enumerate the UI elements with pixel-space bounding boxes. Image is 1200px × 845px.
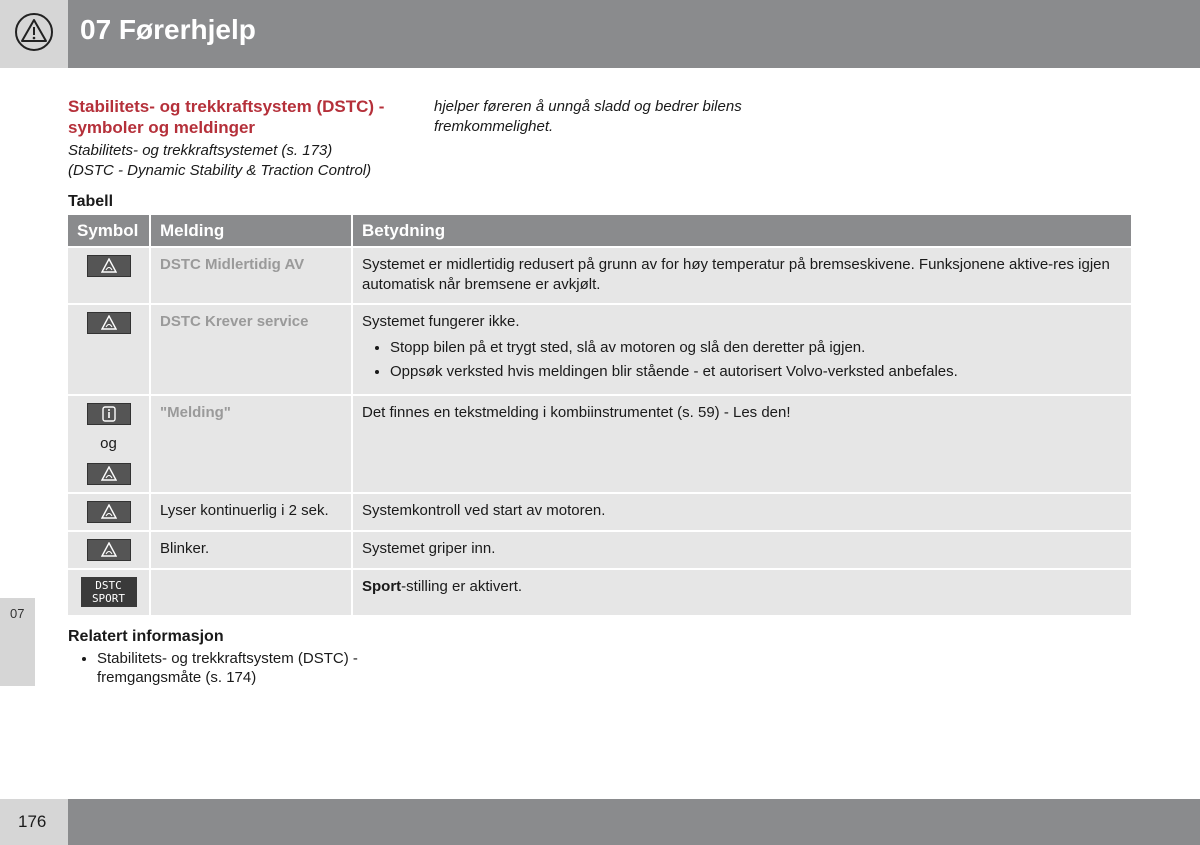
symbol-cell — [68, 247, 150, 304]
meaning-bullet-list — [362, 338, 1122, 382]
table-row — [68, 493, 1131, 531]
chapter-title: 07 Førerhjelp — [80, 14, 256, 45]
related-info-title: Relatert informasjon — [68, 628, 224, 645]
message-cell — [150, 569, 352, 615]
chapter-side-tab — [0, 598, 35, 686]
footer-bar — [68, 799, 1200, 845]
section-subtitle — [68, 141, 418, 181]
symbols-table — [68, 215, 1131, 615]
symbol-cell — [68, 569, 150, 615]
info-message-icon — [87, 403, 131, 425]
meaning-bold-text: Sport — [362, 578, 402, 595]
meaning-cell: Systemet er midlertidig redusert på grunn av for høy temperatur på bremseskivene. Funksjonene aktive-res igjen automatisk når bremsene er avkjølt. — [352, 247, 1131, 304]
related-info-list — [68, 649, 437, 687]
dstc-skid-icon — [87, 501, 131, 523]
dstc-skid-icon — [87, 312, 131, 334]
dstc-sport-icon-line2: SPORT — [91, 592, 126, 605]
meaning-cell: Det finnes en tekstmelding i kombiinstrumentet (s. 59) - Les den! — [352, 395, 1131, 493]
meaning-cell — [352, 569, 1131, 615]
meaning-cell: Systemet griper inn. — [352, 531, 1131, 569]
column-header-meaning: Betydning — [352, 215, 1131, 247]
side-tab-label: 07 — [10, 606, 25, 621]
section-subtitle-line1: Stabilitets- og trekkraftsystemet (s. 173) — [68, 142, 333, 159]
meaning-text: Systemet fungerer ikke. — [362, 313, 520, 330]
list-item: • Oppsøk verksted hvis meldingen blir stående - et autorisert Volvo-verksted anbefales. — [390, 362, 1122, 382]
table-caption: Tabell — [68, 193, 114, 210]
dstc-skid-icon — [87, 255, 131, 277]
column-header-message: Melding — [150, 215, 352, 247]
warning-triangle-icon — [14, 12, 54, 52]
related-info-link[interactable]: • Stabilitets- og trekkraftsystem (DSTC) - fremgangsmåte (s. 174) — [97, 649, 437, 687]
table-row — [68, 395, 1131, 493]
message-cell: Blinker. — [150, 531, 352, 569]
section-subtitle-line2: (DSTC - Dynamic Stability & Traction Control) — [68, 162, 372, 179]
dstc-sport-icon — [81, 577, 137, 607]
meaning-cell: Systemkontroll ved start av motoren. — [352, 493, 1131, 531]
message-cell: Lyser kontinuerlig i 2 sek. — [150, 493, 352, 531]
symbol-cell — [68, 531, 150, 569]
section-intro-text: hjelper føreren å unngå sladd og bedrer bilens fremkommelighet. — [434, 98, 742, 135]
symbol-joiner-text: og — [100, 435, 117, 452]
message-cell: DSTC Midlertidig AV — [150, 247, 352, 304]
table-row — [68, 569, 1131, 615]
list-item: • Stopp bilen på et trygt sted, slå av motoren og slå den deretter på igjen. — [390, 338, 1122, 358]
dstc-skid-icon — [87, 463, 131, 485]
meaning-cell — [352, 304, 1131, 395]
page-number: 176 — [18, 812, 47, 831]
table-row — [68, 304, 1131, 395]
message-cell: "Melding" — [150, 395, 352, 493]
message-cell: DSTC Krever service — [150, 304, 352, 395]
dstc-skid-icon — [87, 539, 131, 561]
dstc-sport-icon-line1: DSTC — [95, 579, 122, 592]
symbol-cell — [68, 304, 150, 395]
column-header-symbol: Symbol — [68, 215, 150, 247]
meaning-text: -stilling er aktivert. — [401, 578, 523, 595]
table-header-row — [68, 215, 1131, 247]
symbol-cell — [68, 395, 150, 493]
table-row — [68, 247, 1131, 304]
table-row — [68, 531, 1131, 569]
symbol-cell — [68, 493, 150, 531]
section-title: Stabilitets- og trekkraftsystem (DSTC) - symboler og meldinger — [68, 97, 385, 137]
